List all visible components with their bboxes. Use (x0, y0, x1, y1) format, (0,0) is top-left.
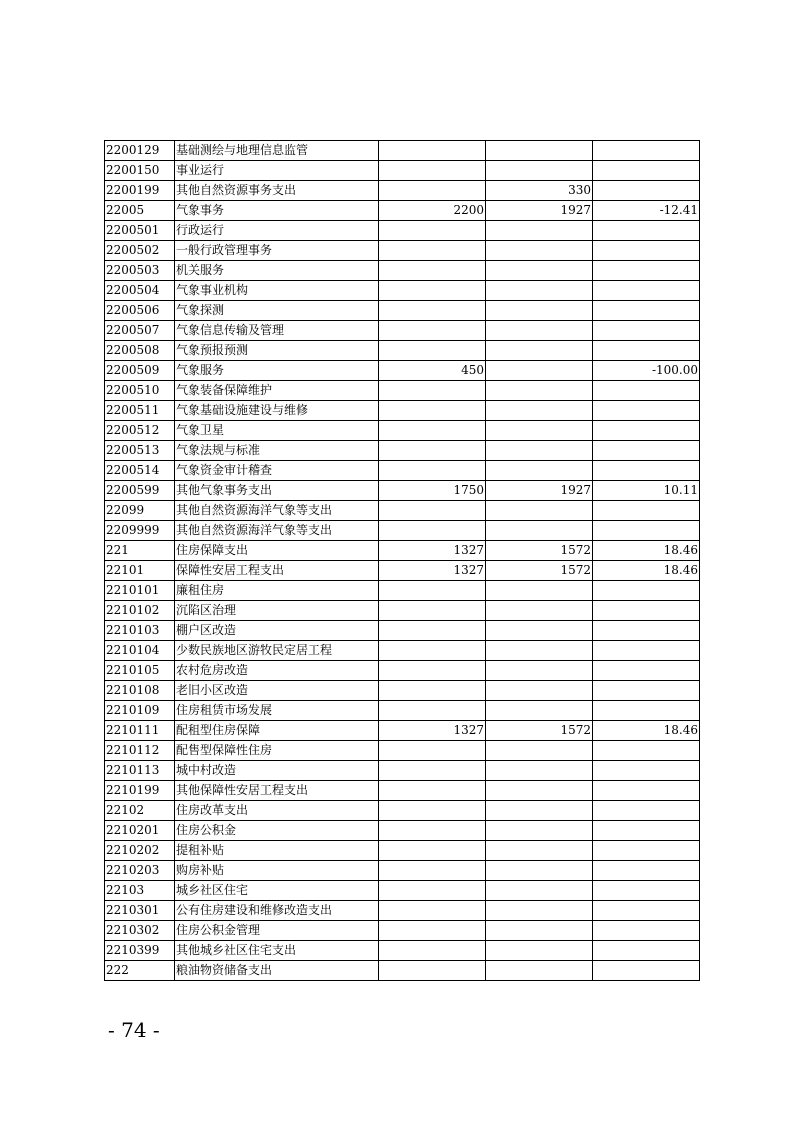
row-value-1-cell: 2200 (379, 201, 486, 221)
row-value-1-cell (379, 681, 486, 701)
row-value-1-cell (379, 441, 486, 461)
row-name-cell: 其他自然资源海洋气象等支出 (175, 521, 379, 541)
table-row (105, 161, 700, 181)
row-value-2-cell (486, 861, 593, 881)
row-change-cell: 18.46 (593, 541, 700, 561)
row-value-1-cell (379, 301, 486, 321)
row-name-cell: 公有住房建设和维修改造支出 (175, 901, 379, 921)
row-value-1-cell (379, 741, 486, 761)
row-code-cell: 2210103 (105, 621, 175, 641)
row-value-1-cell (379, 641, 486, 661)
row-change-cell (593, 841, 700, 861)
table-row (105, 901, 700, 921)
row-value-1-cell (379, 161, 486, 181)
page-number: - 74 - (108, 1018, 160, 1042)
row-change-cell (593, 861, 700, 881)
budget-table-body (105, 141, 700, 981)
row-code-cell: 221 (105, 541, 175, 561)
row-value-2-cell (486, 161, 593, 181)
row-change-cell (593, 901, 700, 921)
row-code-cell: 2200501 (105, 221, 175, 241)
row-name-cell: 其他自然资源海洋气象等支出 (175, 501, 379, 521)
table-row (105, 641, 700, 661)
row-value-1-cell (379, 861, 486, 881)
row-name-cell: 住房公积金 (175, 821, 379, 841)
row-name-cell: 沉陷区治理 (175, 601, 379, 621)
table-row (105, 741, 700, 761)
row-value-2-cell (486, 581, 593, 601)
row-change-cell (593, 641, 700, 661)
row-name-cell: 气象法规与标准 (175, 441, 379, 461)
row-value-2-cell (486, 441, 593, 461)
table-row (105, 621, 700, 641)
table-row (105, 201, 700, 221)
row-value-1-cell (379, 281, 486, 301)
row-value-2-cell (486, 961, 593, 981)
row-value-2-cell (486, 301, 593, 321)
table-row (105, 341, 700, 361)
row-value-1-cell (379, 881, 486, 901)
row-name-cell: 其他保障性安居工程支出 (175, 781, 379, 801)
row-code-cell: 22101 (105, 561, 175, 581)
row-name-cell: 气象预报预测 (175, 341, 379, 361)
table-row (105, 581, 700, 601)
row-value-1-cell (379, 601, 486, 621)
row-name-cell: 气象装备保障维护 (175, 381, 379, 401)
row-change-cell (593, 181, 700, 201)
table-row (105, 501, 700, 521)
row-change-cell (593, 681, 700, 701)
row-value-2-cell (486, 741, 593, 761)
row-code-cell: 2210102 (105, 601, 175, 621)
table-row (105, 361, 700, 381)
row-change-cell (593, 781, 700, 801)
row-code-cell: 2200510 (105, 381, 175, 401)
row-value-2-cell (486, 941, 593, 961)
row-name-cell: 住房公积金管理 (175, 921, 379, 941)
row-value-1-cell: 1327 (379, 561, 486, 581)
row-code-cell: 2200129 (105, 141, 175, 161)
row-value-1-cell (379, 261, 486, 281)
table-row (105, 421, 700, 441)
row-value-1-cell (379, 941, 486, 961)
row-value-1-cell (379, 761, 486, 781)
row-name-cell: 气象事业机构 (175, 281, 379, 301)
table-row (105, 941, 700, 961)
row-code-cell: 2210202 (105, 841, 175, 861)
row-value-2-cell (486, 381, 593, 401)
row-name-cell: 其他气象事务支出 (175, 481, 379, 501)
table-row (105, 541, 700, 561)
table-row (105, 401, 700, 421)
row-value-2-cell (486, 321, 593, 341)
row-code-cell: 22099 (105, 501, 175, 521)
row-change-cell (593, 661, 700, 681)
row-change-cell (593, 501, 700, 521)
row-value-2-cell (486, 881, 593, 901)
row-value-2-cell (486, 901, 593, 921)
row-name-cell: 廉租住房 (175, 581, 379, 601)
row-change-cell (593, 321, 700, 341)
row-value-2-cell (486, 761, 593, 781)
row-value-1-cell (379, 221, 486, 241)
row-change-cell (593, 521, 700, 541)
row-value-2-cell (486, 421, 593, 441)
row-name-cell: 配售型保障性住房 (175, 741, 379, 761)
row-name-cell: 老旧小区改造 (175, 681, 379, 701)
row-code-cell: 2200512 (105, 421, 175, 441)
row-code-cell: 2200503 (105, 261, 175, 281)
row-code-cell: 2200502 (105, 241, 175, 261)
table-row (105, 841, 700, 861)
row-value-2-cell (486, 621, 593, 641)
table-row (105, 321, 700, 341)
row-value-2-cell (486, 701, 593, 721)
row-value-1-cell: 1327 (379, 721, 486, 741)
row-change-cell (593, 221, 700, 241)
row-value-1-cell: 1750 (379, 481, 486, 501)
row-code-cell: 2200513 (105, 441, 175, 461)
row-value-2-cell (486, 241, 593, 261)
row-name-cell: 少数民族地区游牧民定居工程 (175, 641, 379, 661)
row-name-cell: 气象信息传输及管理 (175, 321, 379, 341)
row-value-1-cell (379, 381, 486, 401)
row-name-cell: 农村危房改造 (175, 661, 379, 681)
row-change-cell (593, 301, 700, 321)
row-change-cell: 18.46 (593, 721, 700, 741)
row-value-1-cell (379, 821, 486, 841)
row-value-1-cell (379, 321, 486, 341)
row-name-cell: 保障性安居工程支出 (175, 561, 379, 581)
row-name-cell: 其他自然资源事务支出 (175, 181, 379, 201)
row-name-cell: 城中村改造 (175, 761, 379, 781)
row-value-2-cell (486, 401, 593, 421)
row-change-cell (593, 821, 700, 841)
row-code-cell: 2200511 (105, 401, 175, 421)
row-value-2-cell: 1572 (486, 721, 593, 741)
row-code-cell: 2210112 (105, 741, 175, 761)
row-value-2-cell (486, 661, 593, 681)
row-value-1-cell (379, 461, 486, 481)
row-value-2-cell (486, 501, 593, 521)
table-row (105, 801, 700, 821)
row-code-cell: 2200507 (105, 321, 175, 341)
row-value-2-cell (486, 801, 593, 821)
row-name-cell: 粮油物资储备支出 (175, 961, 379, 981)
row-value-1-cell (379, 661, 486, 681)
row-name-cell: 住房租赁市场发展 (175, 701, 379, 721)
table-row (105, 561, 700, 581)
row-value-1-cell (379, 401, 486, 421)
row-name-cell: 基础测绘与地理信息监管 (175, 141, 379, 161)
table-row (105, 601, 700, 621)
row-change-cell (593, 621, 700, 641)
row-code-cell: 2210111 (105, 721, 175, 741)
row-name-cell: 气象基础设施建设与维修 (175, 401, 379, 421)
row-change-cell (593, 601, 700, 621)
row-name-cell: 气象资金审计稽查 (175, 461, 379, 481)
table-row (105, 881, 700, 901)
row-value-1-cell (379, 581, 486, 601)
row-code-cell: 2200199 (105, 181, 175, 201)
row-change-cell (593, 581, 700, 601)
table-row (105, 961, 700, 981)
row-value-1-cell (379, 921, 486, 941)
row-code-cell: 222 (105, 961, 175, 981)
row-name-cell: 一般行政管理事务 (175, 241, 379, 261)
row-change-cell (593, 401, 700, 421)
table-row (105, 281, 700, 301)
row-change-cell (593, 421, 700, 441)
row-value-1-cell (379, 141, 486, 161)
row-value-2-cell (486, 281, 593, 301)
row-code-cell: 2210203 (105, 861, 175, 881)
row-name-cell: 住房改革支出 (175, 801, 379, 821)
row-name-cell: 城乡社区住宅 (175, 881, 379, 901)
row-value-1-cell (379, 961, 486, 981)
row-code-cell: 2210108 (105, 681, 175, 701)
row-code-cell: 2210113 (105, 761, 175, 781)
row-value-1-cell (379, 341, 486, 361)
row-code-cell: 22102 (105, 801, 175, 821)
row-value-1-cell (379, 241, 486, 261)
row-code-cell: 22005 (105, 201, 175, 221)
row-value-2-cell (486, 221, 593, 241)
row-name-cell: 棚户区改造 (175, 621, 379, 641)
row-code-cell: 2210105 (105, 661, 175, 681)
row-value-2-cell (486, 361, 593, 381)
table-row (105, 301, 700, 321)
row-value-2-cell: 330 (486, 181, 593, 201)
row-value-1-cell (379, 801, 486, 821)
table-row (105, 481, 700, 501)
table-row (105, 461, 700, 481)
budget-table-container (104, 140, 700, 981)
row-change-cell (593, 941, 700, 961)
row-value-2-cell (486, 141, 593, 161)
row-value-2-cell (486, 921, 593, 941)
row-value-2-cell (486, 261, 593, 281)
row-change-cell (593, 961, 700, 981)
row-change-cell (593, 141, 700, 161)
row-value-1-cell (379, 501, 486, 521)
table-row (105, 241, 700, 261)
row-value-1-cell (379, 421, 486, 441)
row-code-cell: 2209999 (105, 521, 175, 541)
row-name-cell: 气象服务 (175, 361, 379, 381)
row-change-cell: -100.00 (593, 361, 700, 381)
row-change-cell (593, 921, 700, 941)
row-code-cell: 2210199 (105, 781, 175, 801)
row-code-cell: 2210399 (105, 941, 175, 961)
row-name-cell: 事业运行 (175, 161, 379, 181)
row-name-cell: 气象探测 (175, 301, 379, 321)
row-code-cell: 2200506 (105, 301, 175, 321)
row-value-2-cell (486, 781, 593, 801)
row-change-cell (593, 281, 700, 301)
row-change-cell (593, 241, 700, 261)
row-value-2-cell (486, 841, 593, 861)
row-value-2-cell (486, 641, 593, 661)
row-change-cell (593, 341, 700, 361)
row-name-cell: 住房保障支出 (175, 541, 379, 561)
budget-table (104, 140, 700, 981)
row-code-cell: 2210201 (105, 821, 175, 841)
row-name-cell: 配租型住房保障 (175, 721, 379, 741)
row-code-cell: 2200514 (105, 461, 175, 481)
row-value-2-cell (486, 461, 593, 481)
row-change-cell: -12.41 (593, 201, 700, 221)
table-row (105, 221, 700, 241)
table-row (105, 181, 700, 201)
row-change-cell (593, 741, 700, 761)
row-value-2-cell: 1927 (486, 481, 593, 501)
row-value-1-cell (379, 841, 486, 861)
row-code-cell: 2210302 (105, 921, 175, 941)
row-code-cell: 2200504 (105, 281, 175, 301)
row-name-cell: 购房补贴 (175, 861, 379, 881)
row-change-cell (593, 261, 700, 281)
row-code-cell: 2200599 (105, 481, 175, 501)
table-row (105, 701, 700, 721)
row-value-1-cell (379, 521, 486, 541)
row-change-cell (593, 461, 700, 481)
row-change-cell (593, 441, 700, 461)
row-value-1-cell (379, 701, 486, 721)
row-value-1-cell (379, 181, 486, 201)
table-row (105, 261, 700, 281)
row-code-cell: 2200509 (105, 361, 175, 381)
row-value-2-cell: 1572 (486, 561, 593, 581)
row-change-cell (593, 761, 700, 781)
row-code-cell: 2210101 (105, 581, 175, 601)
row-value-2-cell (486, 821, 593, 841)
row-value-1-cell (379, 901, 486, 921)
row-code-cell: 2210109 (105, 701, 175, 721)
row-code-cell: 2210301 (105, 901, 175, 921)
row-value-2-cell (486, 521, 593, 541)
table-row (105, 661, 700, 681)
row-value-2-cell: 1572 (486, 541, 593, 561)
row-change-cell (593, 701, 700, 721)
row-value-1-cell (379, 781, 486, 801)
row-value-2-cell (486, 601, 593, 621)
row-code-cell: 2200150 (105, 161, 175, 181)
table-row (105, 721, 700, 741)
row-value-1-cell (379, 621, 486, 641)
row-name-cell: 行政运行 (175, 221, 379, 241)
table-row (105, 861, 700, 881)
table-row (105, 921, 700, 941)
row-change-cell (593, 881, 700, 901)
row-value-2-cell (486, 341, 593, 361)
row-code-cell: 2200508 (105, 341, 175, 361)
table-row (105, 141, 700, 161)
row-change-cell: 10.11 (593, 481, 700, 501)
row-change-cell (593, 801, 700, 821)
row-name-cell: 气象事务 (175, 201, 379, 221)
row-name-cell: 提租补贴 (175, 841, 379, 861)
row-value-1-cell: 1327 (379, 541, 486, 561)
table-row (105, 441, 700, 461)
table-row (105, 821, 700, 841)
row-name-cell: 机关服务 (175, 261, 379, 281)
table-row (105, 521, 700, 541)
table-row (105, 681, 700, 701)
row-value-1-cell: 450 (379, 361, 486, 381)
row-value-2-cell (486, 681, 593, 701)
row-value-2-cell: 1927 (486, 201, 593, 221)
table-row (105, 781, 700, 801)
row-change-cell (593, 381, 700, 401)
table-row (105, 381, 700, 401)
table-row (105, 761, 700, 781)
row-code-cell: 22103 (105, 881, 175, 901)
row-change-cell (593, 161, 700, 181)
row-change-cell: 18.46 (593, 561, 700, 581)
row-name-cell: 其他城乡社区住宅支出 (175, 941, 379, 961)
row-name-cell: 气象卫星 (175, 421, 379, 441)
row-code-cell: 2210104 (105, 641, 175, 661)
